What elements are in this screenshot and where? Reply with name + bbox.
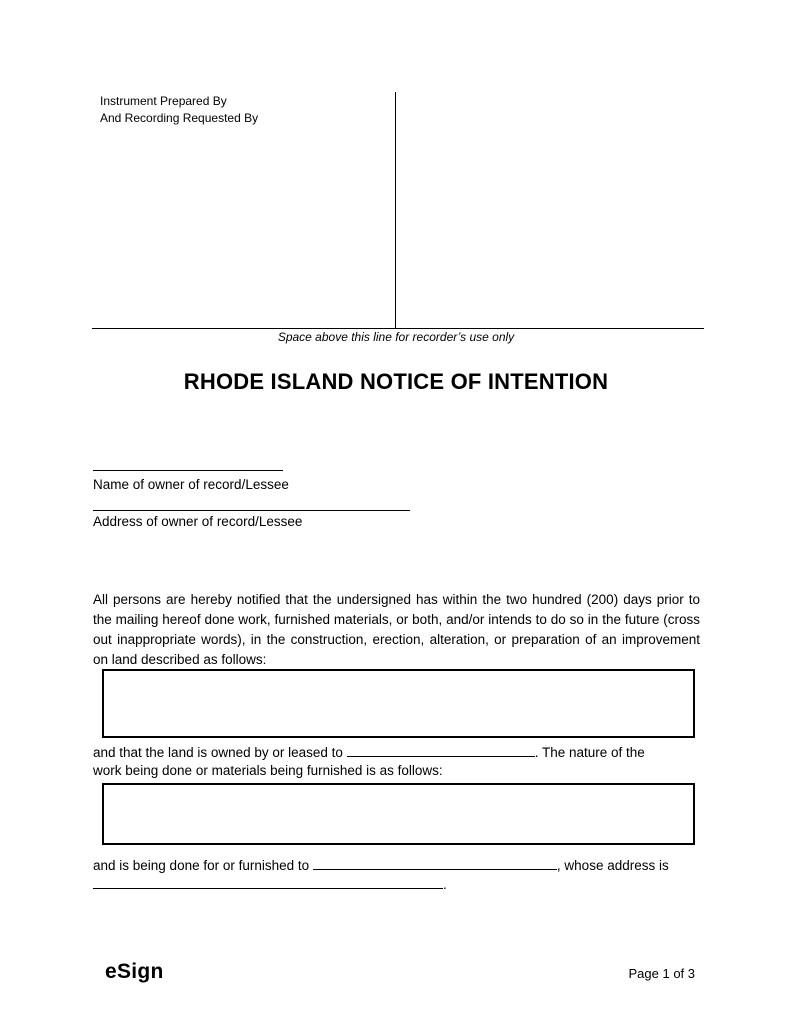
owner-name-field[interactable] [93, 470, 283, 471]
work-description-box[interactable] [102, 783, 695, 845]
page-number: Page 1 of 3 [628, 966, 695, 981]
recorder-line [92, 328, 704, 329]
prepared-by-line-1: Instrument Prepared By [100, 94, 227, 108]
furnished-to-field[interactable] [313, 855, 557, 870]
furnished-to-line [93, 855, 700, 873]
land-owned-line [93, 742, 703, 760]
work-description-intro: work being done or materials being furnished is as follows: [93, 763, 443, 778]
notice-paragraph: All persons are hereby notified that the undersigned has within the two hundred (200) days prior to the mailing hereof done work, furnished materials, or both, and/or intends to do so in the future (cross out inappropriate words), in the construction, erection, alteration, or preparation of an improvement on land described as follows: [93, 592, 700, 667]
header-vertical-divider [395, 92, 396, 328]
land-owner-field[interactable] [347, 742, 535, 757]
furnished-prefix: and is being done for or furnished to [93, 858, 310, 873]
recorder-caption: Space above this line for recorder’s use only [277, 330, 515, 344]
land-owned-suffix: . The nature of the [534, 745, 645, 760]
owner-name-label: Name of owner of record/Lessee [93, 477, 289, 492]
furnished-address-field[interactable] [93, 874, 443, 889]
esign-logo: eSign [105, 960, 164, 983]
address-line [93, 874, 447, 892]
land-description-box[interactable] [102, 669, 695, 738]
owner-address-label: Address of owner of record/Lessee [93, 514, 303, 529]
prepared-by-line-2: And Recording Requested By [100, 111, 259, 125]
owner-address-field[interactable] [93, 510, 410, 511]
land-owned-prefix: and that the land is owned by or leased to [93, 745, 343, 760]
page-title: RHODE ISLAND NOTICE OF INTENTION [183, 369, 609, 394]
furnished-suffix: , whose address is [556, 858, 669, 873]
final-period: . [443, 877, 447, 892]
